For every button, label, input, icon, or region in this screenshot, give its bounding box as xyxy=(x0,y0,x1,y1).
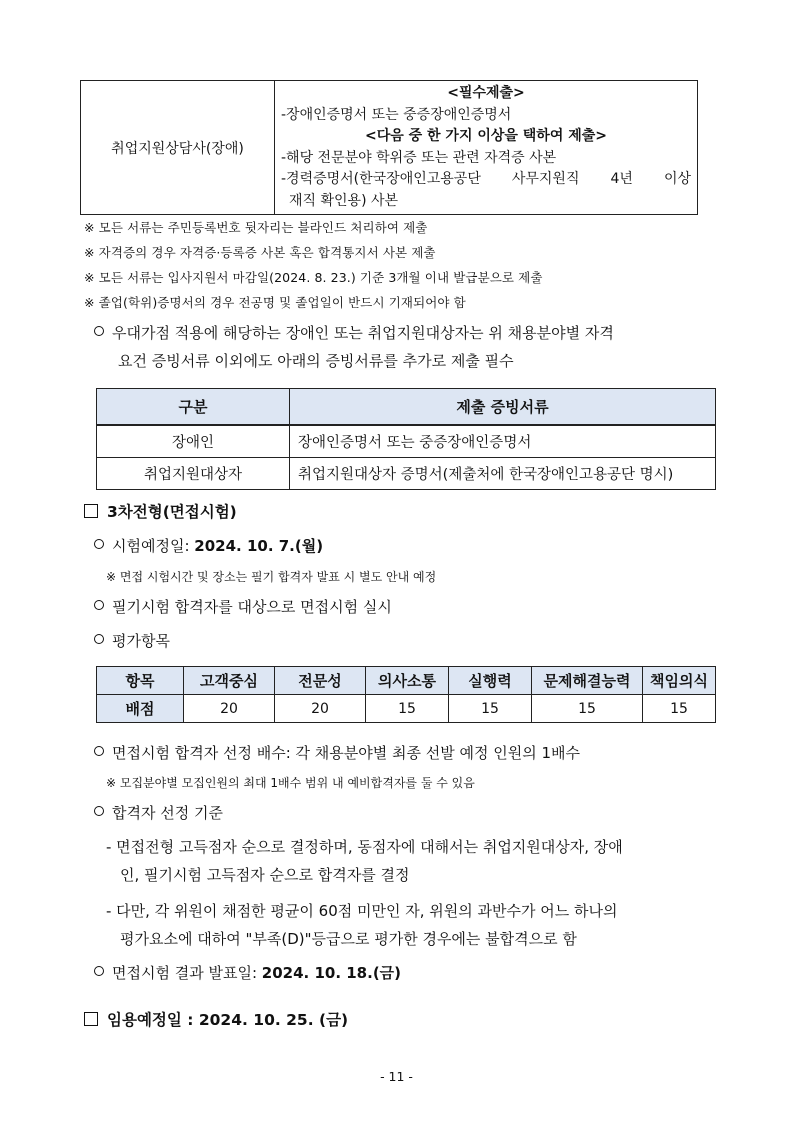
evidence-cell: 취업지원대상자 xyxy=(97,458,290,490)
note-blind: ※ 모든 서류는 주민등록번호 뒷자리는 블라인드 처리하여 제출 xyxy=(84,220,428,235)
circle-bullet-icon xyxy=(94,600,104,610)
checkbox-square-icon xyxy=(84,504,98,518)
eval-header: 고객중심 xyxy=(184,667,275,695)
result-date: 2024. 10. 18.(금) xyxy=(261,964,402,982)
required-documents-table xyxy=(80,80,698,215)
score-cell: 15 xyxy=(643,695,716,723)
table-row xyxy=(97,425,716,458)
circle-bullet-icon xyxy=(94,806,104,816)
table-row xyxy=(97,458,716,490)
criteria-1a: - 면접전형 고득점자 순으로 결정하며, 동점자에 대해서는 취업지원대상자, 장애 xyxy=(106,838,623,856)
note-issue-date: ※ 모든 서류는 입사지원서 마감일(2024. 8. 23.) 기준 3개월 이내 발급분으로 제출 xyxy=(84,270,543,285)
note-certificate: ※ 자격증의 경우 자격증·등록증 사본 혹은 합격통지서 사본 제출 xyxy=(84,245,436,260)
score-cell: 15 xyxy=(366,695,449,723)
eval-header: 의사소통 xyxy=(366,667,449,695)
eval-header: 전문성 xyxy=(275,667,366,695)
choose-heading: <다음 중 한 가지 이상을 택하여 제출> xyxy=(364,128,608,144)
preference-line-2: 요건 증빙서류 이외에도 아래의 증빙서류를 추가로 제출 필수 xyxy=(118,352,514,370)
eval-header: 항목 xyxy=(97,667,184,695)
result-date-line: 면접시험 결과 발표일: 2024. 10. 18.(금) xyxy=(94,962,401,983)
eval-header: 책임의식 xyxy=(643,667,716,695)
choose-item-1: -해당 전문분야 학위증 또는 관련 자격증 사본 xyxy=(281,149,557,166)
appointment-line: 임용예정일 : 2024. 10. 25. (금) xyxy=(84,1008,348,1030)
criteria-2a: - 다만, 각 위원이 채점한 평균이 60점 미만인 자, 위원의 과반수가 어느 하나의 xyxy=(106,902,618,920)
score-cell: 20 xyxy=(275,695,366,723)
choose-item-2b: 재직 확인용) 사본 xyxy=(289,192,399,209)
eval-header: 문제해결능력 xyxy=(532,667,643,695)
circle-bullet-icon xyxy=(94,326,104,336)
eval-title: 평가항목 xyxy=(94,630,170,651)
appointment-date: 2024. 10. 25. (금) xyxy=(198,1011,349,1029)
target-line: 필기시험 합격자를 대상으로 면접시험 실시 xyxy=(94,596,392,617)
exam-note: ※ 면접 시험시간 및 장소는 필기 합격자 발표 시 별도 안내 예정 xyxy=(106,570,437,584)
section-3-title: 3차전형(면접시험) xyxy=(84,500,237,522)
criteria-2b: 평가요소에 대하여 "부족(D)"등급으로 평가한 경우에는 불합격으로 함 xyxy=(120,930,577,948)
evidence-table xyxy=(96,388,716,490)
criteria-title: 합격자 선정 기준 xyxy=(94,802,223,823)
selection-multiple-note: ※ 모집분야별 모집인원의 최대 1배수 범위 내 예비합격자를 둘 수 있음 xyxy=(106,776,475,790)
note-graduation: ※ 졸업(학위)증명서의 경우 전공명 및 졸업일이 반드시 기재되어야 함 xyxy=(84,295,466,310)
choose-item-2a: -경력증명서(한국장애인고용공단 사무지원직 4년 이상 xyxy=(281,171,691,187)
evidence-cell: 장애인 xyxy=(97,425,290,458)
evidence-cell: 취업지원대상자 증명서(제출처에 한국장애인고용공단 명시) xyxy=(290,458,716,490)
criteria-1b: 인, 필기시험 고득점자 순으로 합격자를 결정 xyxy=(120,866,410,884)
score-row-label: 배점 xyxy=(97,695,184,723)
circle-bullet-icon xyxy=(94,966,104,976)
table-row xyxy=(97,695,716,723)
evaluation-table xyxy=(96,666,716,723)
score-cell: 15 xyxy=(532,695,643,723)
evidence-header-category: 구분 xyxy=(97,389,290,426)
circle-bullet-icon xyxy=(94,634,104,644)
documents-cell xyxy=(275,81,698,215)
circle-bullet-icon xyxy=(94,539,104,549)
circle-bullet-icon xyxy=(94,746,104,756)
checkbox-square-icon xyxy=(84,1012,98,1026)
exam-date: 2024. 10. 7.(월) xyxy=(194,537,324,555)
required-item: -장애인증명서 또는 중증장애인증명서 xyxy=(281,106,512,123)
evidence-header-documents: 제출 증빙서류 xyxy=(290,389,716,426)
score-cell: 15 xyxy=(449,695,532,723)
exam-date-line: 시험예정일: 2024. 10. 7.(월) xyxy=(94,535,323,556)
page-number: - 11 - xyxy=(380,1069,413,1084)
role-label: 취업지원상담사(장애) xyxy=(81,81,275,215)
required-heading: <필수제출> xyxy=(447,85,525,101)
selection-multiple: 면접시험 합격자 선정 배수: 각 채용분야별 최종 선발 예정 인원의 1배수 xyxy=(94,742,580,763)
eval-header: 실행력 xyxy=(449,667,532,695)
score-cell: 20 xyxy=(184,695,275,723)
preference-line-1: 우대가점 적용에 해당하는 장애인 또는 취업지원대상자는 위 채용분야별 자격 xyxy=(94,322,614,343)
evidence-cell: 장애인증명서 또는 중증장애인증명서 xyxy=(290,425,716,458)
